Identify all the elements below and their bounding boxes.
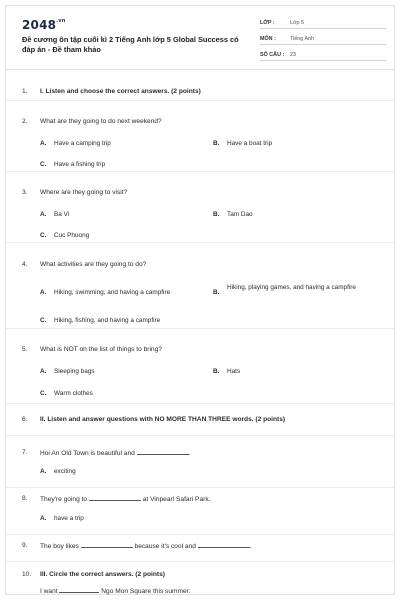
question-6: 6. II. Listen and answer questions with NO MORE THAN THREE words. (2 points) <box>6 404 394 436</box>
document-title: Đề cương ôn tập cuối kì 2 Tiếng Anh lớp 5 Global Success có đáp án - Đề tham khảo <box>22 35 239 54</box>
question-9: 9. The boy likes because it's cool and . <box>6 535 394 562</box>
question-2: 2. What are they going to do next weekend? A. Have a camping trip B. Have a boat trip C. Have a fishing trip <box>6 101 394 172</box>
question-8: 8. They're going to at Vinpearl Safari Park. A. have a trip <box>6 488 394 535</box>
question-10: 10. III. Circle the correct answers. (2 points) I want Ngo Mon Square this summer. <box>22 571 191 595</box>
answer-blank[interactable] <box>137 448 189 455</box>
site-logo[interactable]: $2048^{.vn}$ <box>22 18 66 32</box>
question-5: 5. What is NOT on the list of things to bring? A. Sleeping bags B. Hats C. Warm clothes <box>6 329 394 404</box>
meta-grade: LỚP : Lớp 5 <box>260 17 386 29</box>
answer-blank[interactable] <box>59 586 99 593</box>
answer-blank[interactable] <box>89 494 141 501</box>
answer-blank[interactable] <box>81 541 133 548</box>
question-3: 3. Where are they going to visit? A. Ba Vi B. Tam Dao C. Cuc Phuong <box>6 172 394 243</box>
document-header <box>6 6 394 70</box>
question-4: 4. What activities are they going to do? A. Hiking, swimming, and having a campfire B. Hiking, playing games, and having a campfire C. Hiking, fishing, and having a campfire <box>6 243 394 329</box>
document-sheet <box>5 5 395 595</box>
question-7: 7. Hoi An Old Town is beautiful and . A. exciting <box>6 436 394 488</box>
meta-question-count: SỐ CÂU : 23 <box>260 49 386 61</box>
question-1: 1. I. Listen and choose the correct answers. (2 points) <box>6 70 394 101</box>
meta-subject: MÔN : Tiếng Anh <box>260 33 386 45</box>
answer-blank[interactable] <box>198 541 250 548</box>
